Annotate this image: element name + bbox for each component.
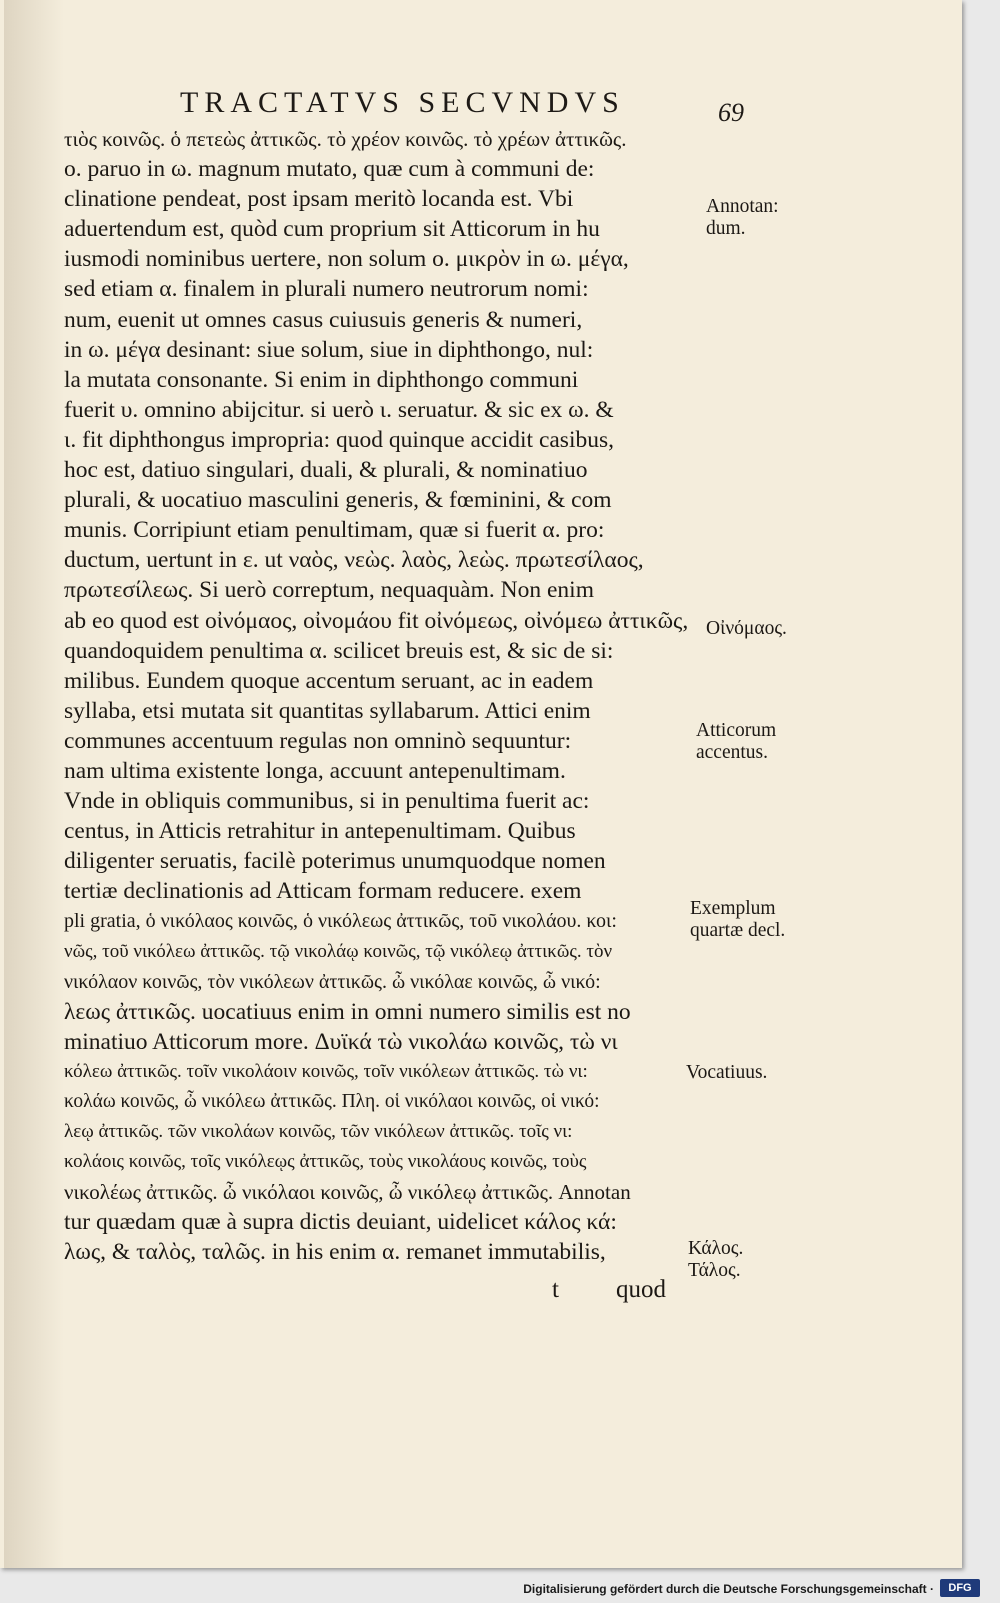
margin-note-vocatiuus: Vocatiuus.	[686, 1062, 768, 1083]
text-line: κολάω κοινῶς, ὦ νικόλεω ἀττικῶς. Πλη. οἱ νικόλαοι κοινῶς, οἱ νικό:	[64, 1091, 600, 1112]
text-line: tertiæ declinationis ad Atticam formam reducere. exem	[64, 878, 582, 905]
text-line: syllaba, etsi mutata sit quantitas syllabarum. Attici enim	[64, 697, 591, 724]
page-gutter-shadow	[4, 0, 64, 1568]
text-line: ductum, uertunt in ε. ut ναὸς, νεὼς. λαὸς, λεὼς. πρωτεσίλαος,	[64, 547, 644, 574]
margin-note-annotandum: Annotan: dum.	[706, 196, 779, 239]
funding-credit: Digitalisierung gefördert durch die Deutsche Forschungsgemeinschaft ·	[523, 1582, 934, 1596]
text-line: plurali, & uocatiuo masculini generis, & fœminini, & com	[64, 487, 612, 514]
text-line: clinatione pendeat, post ipsam meritò locanda est. Vbi	[64, 186, 574, 213]
margin-note-kalos-talos: Κάλος. Τάλος.	[688, 1238, 744, 1281]
text-line: diligenter seruatis, facilè poterimus unumquodque nomen	[64, 848, 606, 875]
text-line: λως, & ταλὸς, ταλῶς. in his enim α. remanet immutabilis,	[64, 1239, 606, 1266]
margin-note-exemplum: Exemplum quartæ decl.	[690, 898, 786, 941]
margin-note-atticorum-accentus: Atticorum accentus.	[696, 720, 777, 763]
text-line: κολάοις κοινῶς, τοῖς νικόλεῳς ἀττικῶς, τοὺς νικολάους κοινῶς, τοὺς	[64, 1151, 587, 1173]
text-line: in ω. μέγα desinant: siue solum, siue in diphthongo, nul:	[64, 336, 594, 363]
margin-note-oinomaos: Οἰνόμαος.	[706, 618, 787, 639]
body-text	[64, 124, 704, 1268]
text-line: la mutata consonante. Si enim in diphthongo communi	[64, 366, 579, 393]
text-line: νικολέως ἀττικῶς. ὦ νικόλαοι κοινῶς, ὦ νικόλεῳ ἀττικῶς. Annotan	[64, 1180, 631, 1205]
text-line: κόλεω ἀττικῶς. τοῖν νικολάοιν κοινῶς, τοῖν νικόλεων ἀττικῶς. τὼ νι:	[64, 1060, 588, 1082]
running-head: TRACTATVS SECVNDVS	[180, 86, 625, 119]
text-line: aduertendum est, quòd cum proprium sit Atticorum in hu	[64, 216, 600, 243]
text-line: hoc est, datiuo singulari, duali, & plurali, & nominatiuo	[64, 457, 588, 484]
text-line: ab eo quod est οἰνόμαος, οἰνομάου fit οἰνόμεως, οἰνόμεω ἀττικῶς,	[64, 607, 689, 634]
dfg-logo: DFG	[940, 1579, 980, 1597]
text-line: num, euenit ut omnes casus cuiusuis generis & numeri,	[64, 306, 583, 333]
text-line: Vnde in obliquis communibus, si in penultima fuerit ac:	[64, 788, 590, 815]
text-line: milibus. Eundem quoque accentum seruant, ac in eadem	[64, 667, 594, 694]
text-line: nam ultima existente longa, accuunt antepenultimam.	[64, 757, 566, 784]
text-line: sed etiam α. finalem in plurali numero neutrorum nomi:	[64, 276, 589, 303]
text-line: νῶς, τοῦ νικόλεω ἀττικῶς. τῷ νικολάῳ κοινῶς, τῷ νικόλεῳ ἀττικῶς. τὸν	[64, 940, 613, 962]
text-line: ι. fit diphthongus impropria: quod quinque accidit casibus,	[64, 426, 615, 453]
text-line: minatiuo Atticorum more. Δυϊκά τὼ νικολάω κοινῶς, τὼ νι	[64, 1028, 618, 1055]
text-line: centus, in Atticis retrahitur in antepenultimam. Quibus	[64, 818, 576, 845]
text-line: τιὸς κοινῶς. ὁ πετεὼς ἀττικῶς. τὸ χρέον κοινῶς. τὸ χρέων ἀττικῶς.	[64, 127, 627, 151]
text-line: munis. Corripiunt etiam penultimam, quæ si fuerit α. pro:	[64, 517, 605, 544]
text-line: tur quædam quæ à supra dictis deuiant, uidelicet κάλος κά:	[64, 1209, 617, 1236]
text-line: iusmodi nominibus uertere, non solum o. μικρὸν in ω. μέγα,	[64, 246, 629, 273]
catchword: quod	[616, 1276, 666, 1303]
text-line: o. paruo in ω. magnum mutato, quæ cum à communi de:	[64, 156, 595, 183]
folio-number: 69	[718, 98, 744, 127]
text-line: fuerit υ. omnino abijcitur. si uerò ι. seruatur. & sic ex ω. &	[64, 396, 614, 423]
text-line: communes accentuum regulas non omninò sequuntur:	[64, 727, 572, 754]
text-line: λεῳ ἀττικῶς. τῶν νικολάων κοινῶς, τῶν νικόλεων ἀττικῶς. τοῖς νι:	[64, 1121, 573, 1143]
signature-mark: t	[552, 1276, 559, 1303]
text-line: νικόλαον κοινῶς, τὸν νικόλεων ἀττικῶς. ὦ νικόλαε κοινῶς, ὦ νικό:	[64, 970, 601, 993]
footer-bar	[0, 1576, 1000, 1603]
text-line: λεως ἀττικῶς. uocatiuus enim in omni numero similis est no	[64, 998, 631, 1025]
text-line: πρωτεσίλεως. Si uerò correptum, nequaquàm. Non enim	[64, 577, 594, 604]
text-line: pli gratia, ὁ νικόλαος κοινῶς, ὁ νικόλεως ἀττικῶς, τοῦ νικολάου. κοι:	[64, 910, 617, 933]
text-line: quandoquidem penultima α. scilicet breuis est, & sic de si:	[64, 637, 614, 664]
